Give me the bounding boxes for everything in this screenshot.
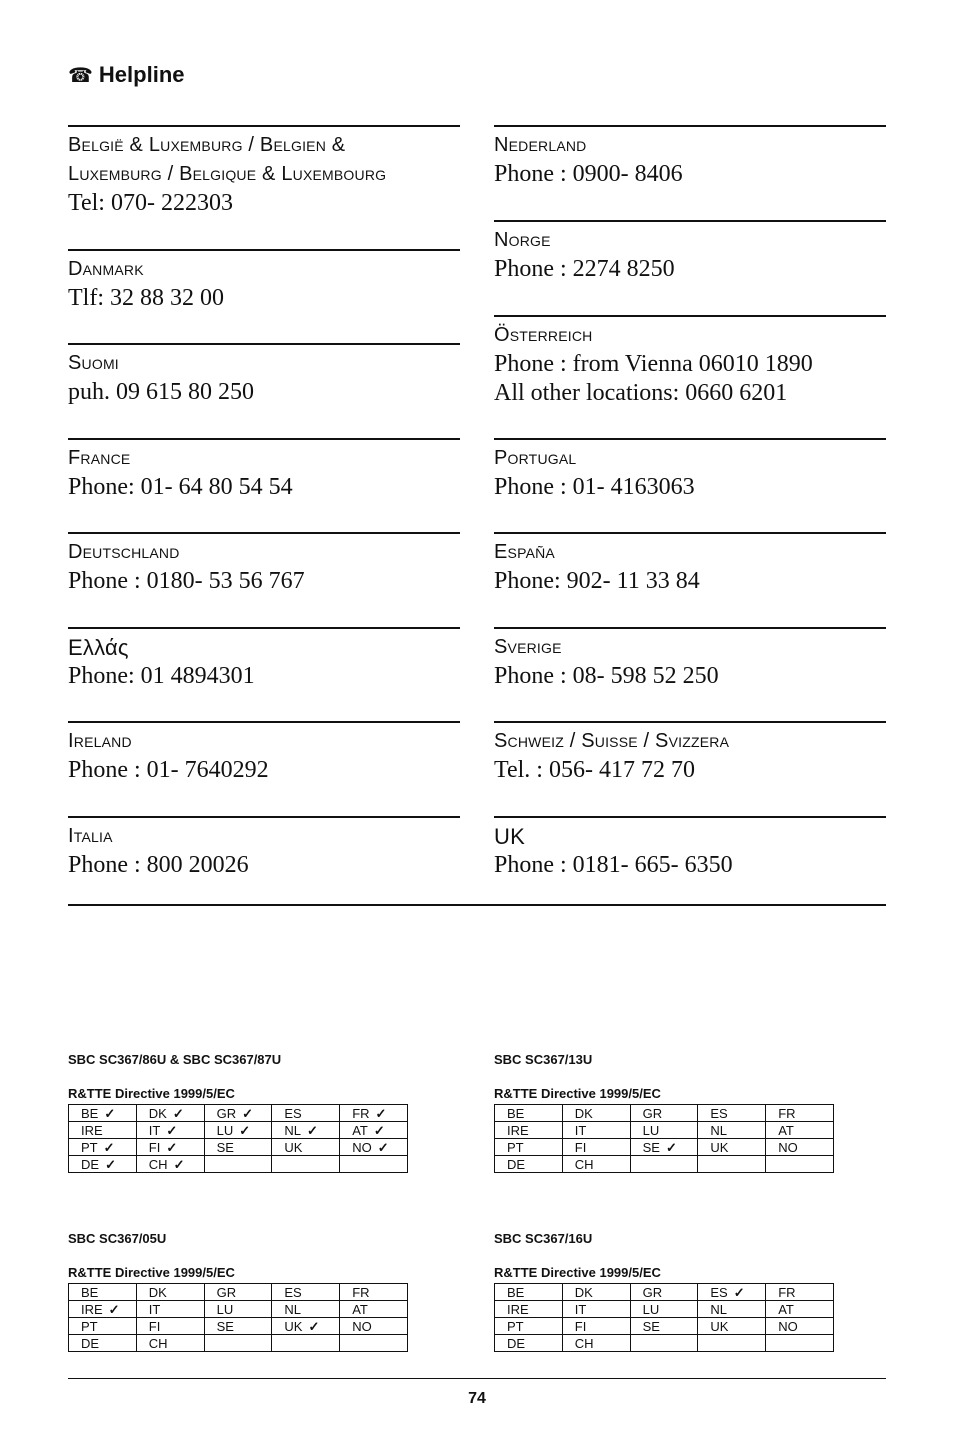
country-code-cell — [495, 1284, 563, 1301]
country-code-cell — [136, 1318, 204, 1335]
country-code-cell — [272, 1139, 340, 1156]
page-number: 74 — [468, 1390, 486, 1407]
country-code-cell — [272, 1284, 340, 1301]
country-code: CH — [148, 1156, 168, 1172]
country-code: DE — [81, 1156, 100, 1172]
country-code-cell — [495, 1318, 563, 1335]
helpline-column-left — [68, 125, 460, 906]
phone-number: Phone : 2274 8250 — [494, 256, 675, 282]
country-code-cell — [136, 1105, 204, 1122]
page-title: Helpline — [98, 62, 185, 87]
phone-number: Phone: 902- 11 33 84 — [494, 568, 700, 594]
country-compliance-table — [68, 1104, 408, 1173]
helpline-entry — [68, 532, 460, 627]
model-number: SBC SC367/05U — [68, 1231, 167, 1246]
country-code: ES — [284, 1105, 302, 1121]
directive-label: R&TTE Directive 1999/5/EC — [68, 1265, 235, 1280]
helpline-entry — [68, 816, 460, 906]
country-code-cell — [698, 1301, 766, 1318]
phone-number: Phone : 01- 7640292 — [68, 757, 269, 783]
country-code: DE — [507, 1156, 526, 1172]
checkmark-icon: ✓ — [377, 1139, 389, 1155]
country-code-cell — [562, 1284, 630, 1301]
country-code: IRE — [507, 1122, 529, 1138]
country-code: DK — [148, 1105, 167, 1121]
helpline-entry — [68, 249, 460, 343]
country-code: ES — [710, 1105, 728, 1121]
country-code-cell — [340, 1284, 408, 1301]
directive-label: R&TTE Directive 1999/5/EC — [68, 1086, 235, 1101]
country-code: SE — [216, 1139, 234, 1155]
country-code-cell — [69, 1122, 137, 1139]
country-name: Norge — [494, 229, 551, 251]
country-code-cell — [562, 1139, 630, 1156]
compliance-block — [68, 1052, 408, 1173]
country-code-cell — [136, 1122, 204, 1139]
checkmark-icon: ✓ — [307, 1122, 318, 1138]
country-code: DE — [81, 1335, 100, 1351]
country-code: PT — [507, 1318, 524, 1334]
table-row — [69, 1105, 408, 1122]
country-name: Sverige — [494, 636, 562, 658]
checkmark-icon: ✓ — [166, 1122, 178, 1138]
country-compliance-table — [494, 1283, 834, 1352]
country-code: LU — [642, 1301, 660, 1317]
helpline-entry — [494, 721, 886, 816]
table-row — [495, 1318, 834, 1335]
country-name: Ireland — [68, 730, 132, 752]
country-code: PT — [81, 1139, 98, 1155]
country-code-cell — [340, 1156, 408, 1173]
country-name: Schweiz / Suisse / Svizzera — [494, 730, 730, 752]
country-code-cell — [495, 1139, 563, 1156]
country-code-cell — [766, 1318, 834, 1335]
country-code: FR — [352, 1284, 370, 1300]
country-code-cell — [204, 1301, 272, 1318]
model-number: SBC SC367/13U — [494, 1052, 593, 1067]
country-code: BE — [507, 1105, 525, 1121]
country-code-cell — [630, 1156, 698, 1173]
country-name: Ελλάς — [68, 635, 129, 660]
country-code: AT — [778, 1301, 794, 1317]
country-code-cell — [698, 1284, 766, 1301]
country-code-cell — [495, 1335, 563, 1352]
helpline-entry — [68, 721, 460, 816]
country-name: Nederland — [494, 134, 587, 156]
country-code-cell — [766, 1122, 834, 1139]
phone-number: Tel: 070- 222303 — [68, 190, 233, 216]
country-code: FR — [352, 1105, 370, 1121]
country-code-cell — [136, 1335, 204, 1352]
country-code-cell — [340, 1318, 408, 1335]
country-code: GR — [216, 1105, 237, 1121]
country-name: Portugal — [494, 447, 577, 469]
country-code: NL — [284, 1301, 302, 1317]
country-code-cell — [766, 1105, 834, 1122]
table-row — [69, 1284, 408, 1301]
phone-number: All other locations: 0660 6201 — [494, 380, 788, 406]
country-code-cell — [766, 1284, 834, 1301]
country-code-cell — [495, 1301, 563, 1318]
checkmark-icon: ✓ — [733, 1284, 745, 1300]
country-code: NO — [778, 1318, 798, 1334]
phone-number: Phone : 0180- 53 56 767 — [68, 568, 305, 594]
country-name: España — [494, 541, 555, 563]
country-name: Deutschland — [68, 541, 180, 563]
checkmark-icon: ✓ — [242, 1105, 253, 1121]
phone-number: Phone : 01- 4163063 — [494, 474, 695, 500]
country-code-cell — [562, 1156, 630, 1173]
table-row — [69, 1139, 408, 1156]
country-code: SE — [642, 1139, 660, 1155]
table-row — [495, 1139, 834, 1156]
model-number: SBC SC367/86U & SBC SC367/87U — [68, 1052, 282, 1067]
country-code-cell — [630, 1105, 698, 1122]
country-code: FI — [148, 1318, 161, 1334]
helpline-entry — [68, 125, 460, 249]
country-code-cell — [495, 1156, 563, 1173]
country-code: NO — [778, 1139, 798, 1155]
country-code: UK — [710, 1139, 729, 1155]
country-code: ES — [284, 1284, 302, 1300]
table-row — [69, 1318, 408, 1335]
phone-number: Phone: 01 4894301 — [68, 663, 255, 689]
country-code: NL — [284, 1122, 302, 1138]
country-code: PT — [81, 1318, 98, 1334]
country-code-cell — [562, 1105, 630, 1122]
country-compliance-table — [494, 1104, 834, 1173]
country-code-cell — [630, 1318, 698, 1335]
country-code-cell — [698, 1156, 766, 1173]
country-code: AT — [352, 1122, 368, 1138]
phone-number: Phone : from Vienna 06010 1890 — [494, 351, 813, 377]
country-code: FR — [778, 1284, 796, 1300]
table-row — [69, 1301, 408, 1318]
country-code-cell — [562, 1122, 630, 1139]
telephone-icon: ☎ — [68, 64, 93, 87]
country-name: France — [68, 447, 131, 469]
helpline-entry — [494, 220, 886, 315]
country-code-cell — [272, 1335, 340, 1352]
checkmark-icon: ✓ — [665, 1139, 677, 1155]
country-code-cell — [340, 1139, 408, 1156]
table-row — [495, 1156, 834, 1173]
checkmark-icon: ✓ — [173, 1156, 185, 1172]
country-code-cell — [272, 1301, 340, 1318]
country-code-cell — [136, 1301, 204, 1318]
country-code: LU — [216, 1301, 234, 1317]
compliance-block — [68, 1231, 408, 1352]
country-compliance-table — [68, 1283, 408, 1352]
country-code-cell — [340, 1122, 408, 1139]
country-code: UK — [710, 1318, 729, 1334]
country-code-cell — [136, 1156, 204, 1173]
directive-label: R&TTE Directive 1999/5/EC — [494, 1086, 661, 1101]
directive-label: R&TTE Directive 1999/5/EC — [494, 1265, 661, 1280]
country-code: GR — [642, 1105, 663, 1121]
checkmark-icon: ✓ — [166, 1139, 178, 1155]
country-code: UK — [284, 1139, 303, 1155]
country-code-cell — [204, 1335, 272, 1352]
country-name: Suomi — [68, 352, 119, 374]
country-code-cell — [630, 1122, 698, 1139]
country-code-cell — [272, 1105, 340, 1122]
country-code: NL — [710, 1301, 728, 1317]
compliance-block — [494, 1052, 834, 1173]
country-code: DK — [148, 1284, 167, 1300]
country-code-cell — [766, 1156, 834, 1173]
country-name: Luxemburg / Belgique & Luxembourg — [68, 163, 387, 185]
table-row — [495, 1284, 834, 1301]
country-code-cell — [340, 1301, 408, 1318]
country-name: Italia — [68, 825, 113, 847]
country-code: NL — [710, 1122, 728, 1138]
country-code-cell — [69, 1139, 137, 1156]
country-code: IRE — [507, 1301, 529, 1317]
country-code: IT — [574, 1122, 587, 1138]
country-code: BE — [507, 1284, 525, 1300]
country-code-cell — [630, 1139, 698, 1156]
country-code-cell — [495, 1105, 563, 1122]
helpline-entry — [494, 532, 886, 627]
phone-number: puh. 09 615 80 250 — [68, 379, 254, 405]
country-code: BE — [81, 1284, 99, 1300]
country-code-cell — [630, 1301, 698, 1318]
table-row — [495, 1122, 834, 1139]
helpline-entry — [494, 438, 886, 532]
footer-divider — [68, 1378, 886, 1379]
phone-number: Phone : 800 20026 — [68, 852, 249, 878]
country-code-cell — [69, 1318, 137, 1335]
country-code: CH — [148, 1335, 168, 1351]
country-code: CH — [574, 1335, 594, 1351]
helpline-entry — [68, 438, 460, 532]
country-code-cell — [204, 1156, 272, 1173]
country-code: FI — [574, 1139, 587, 1155]
checkmark-icon: ✓ — [105, 1156, 116, 1172]
checkmark-icon: ✓ — [375, 1105, 387, 1121]
country-code-cell — [698, 1139, 766, 1156]
country-code: UK — [284, 1318, 303, 1334]
checkmark-icon: ✓ — [108, 1301, 120, 1317]
country-code: IT — [148, 1122, 161, 1138]
country-name: België & Luxemburg / Belgien & — [68, 134, 346, 156]
country-code-cell — [204, 1284, 272, 1301]
country-code: DK — [574, 1105, 593, 1121]
country-code-cell — [630, 1284, 698, 1301]
compliance-block — [494, 1231, 834, 1352]
country-code: LU — [216, 1122, 234, 1138]
country-code: NO — [352, 1139, 372, 1155]
section-divider — [68, 904, 886, 906]
helpline-entry — [494, 315, 886, 438]
checkmark-icon: ✓ — [373, 1122, 385, 1138]
country-code: DK — [574, 1284, 593, 1300]
model-number: SBC SC367/16U — [494, 1231, 593, 1246]
checkmark-icon: ✓ — [308, 1318, 320, 1334]
checkmark-icon: ✓ — [104, 1105, 116, 1121]
table-row — [495, 1105, 834, 1122]
country-code: ES — [710, 1284, 728, 1300]
table-row — [69, 1156, 408, 1173]
country-code: PT — [507, 1139, 524, 1155]
phone-number: Phone : 0181- 665- 6350 — [494, 852, 733, 878]
country-code-cell — [630, 1335, 698, 1352]
phone-number: Phone : 08- 598 52 250 — [494, 663, 719, 689]
country-code: IRE — [81, 1122, 103, 1138]
phone-number: Tel. : 056- 417 72 70 — [494, 757, 695, 783]
country-code-cell — [272, 1156, 340, 1173]
country-code-cell — [698, 1335, 766, 1352]
country-code: AT — [352, 1301, 368, 1317]
country-code: DE — [507, 1335, 526, 1351]
page-heading — [68, 62, 185, 88]
country-code-cell — [272, 1122, 340, 1139]
country-code-cell — [69, 1284, 137, 1301]
country-code-cell — [766, 1301, 834, 1318]
country-code: FI — [574, 1318, 587, 1334]
country-code-cell — [204, 1318, 272, 1335]
phone-number: Tlf: 32 88 32 00 — [68, 285, 224, 311]
country-code: SE — [642, 1318, 660, 1334]
country-code-cell — [766, 1139, 834, 1156]
country-code-cell — [495, 1122, 563, 1139]
country-code-cell — [69, 1335, 137, 1352]
helpline-column-right — [494, 125, 886, 906]
country-code-cell — [766, 1335, 834, 1352]
country-code-cell — [69, 1156, 137, 1173]
country-code-cell — [562, 1301, 630, 1318]
country-code-cell — [562, 1335, 630, 1352]
country-name: UK — [494, 824, 525, 849]
checkmark-icon: ✓ — [239, 1122, 251, 1138]
country-code-cell — [69, 1301, 137, 1318]
country-code: NO — [352, 1318, 372, 1334]
country-code: IT — [574, 1301, 587, 1317]
table-row — [69, 1122, 408, 1139]
country-name: Danmark — [68, 258, 144, 280]
table-row — [69, 1335, 408, 1352]
country-code: SE — [216, 1318, 234, 1334]
country-code: GR — [642, 1284, 663, 1300]
country-code-cell — [698, 1105, 766, 1122]
country-code-cell — [69, 1105, 137, 1122]
country-code-cell — [136, 1139, 204, 1156]
checkmark-icon: ✓ — [172, 1105, 184, 1121]
phone-number: Phone : 0900- 8406 — [494, 161, 683, 187]
table-row — [495, 1335, 834, 1352]
country-code-cell — [562, 1318, 630, 1335]
country-code: AT — [778, 1122, 794, 1138]
country-code-cell — [698, 1122, 766, 1139]
country-code-cell — [204, 1139, 272, 1156]
phone-number: Phone: 01- 64 80 54 54 — [68, 474, 293, 500]
country-code: FR — [778, 1105, 796, 1121]
country-code-cell — [136, 1284, 204, 1301]
helpline-entry — [494, 125, 886, 220]
country-code: IT — [148, 1301, 161, 1317]
country-code: FI — [148, 1139, 161, 1155]
country-code: BE — [81, 1105, 99, 1121]
country-code: CH — [574, 1156, 594, 1172]
checkmark-icon: ✓ — [103, 1139, 115, 1155]
country-code-cell — [272, 1318, 340, 1335]
country-code: GR — [216, 1284, 237, 1300]
helpline-entry — [494, 816, 886, 906]
country-code-cell — [340, 1335, 408, 1352]
country-code: LU — [642, 1122, 660, 1138]
country-code-cell — [204, 1105, 272, 1122]
table-row — [495, 1301, 834, 1318]
helpline-entry — [68, 627, 460, 721]
country-code: IRE — [81, 1301, 103, 1317]
country-name: Österreich — [494, 324, 593, 346]
country-code-cell — [698, 1318, 766, 1335]
country-code-cell — [204, 1122, 272, 1139]
helpline-entry — [494, 627, 886, 721]
helpline-entry — [68, 343, 460, 438]
country-code-cell — [340, 1105, 408, 1122]
